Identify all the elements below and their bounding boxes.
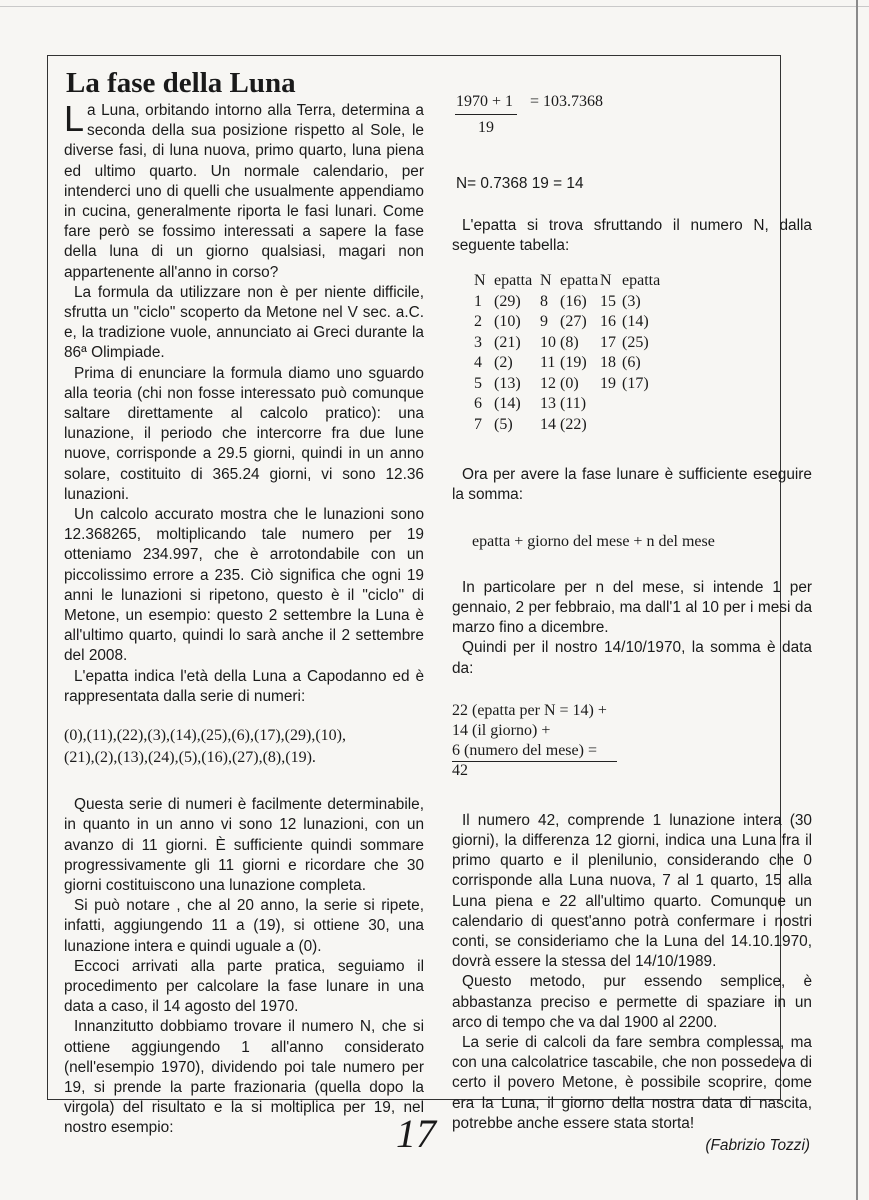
table-cell: 2 <box>474 313 482 331</box>
scan-edge-right <box>856 0 858 1200</box>
table-cell: (0) <box>560 374 579 392</box>
sum-row-underlined: 6 (numero del mese) = <box>452 741 617 762</box>
paragraph-method: Questo metodo, pur essendo semplice, è abbastanza preciso e permette di spaziare in un arco di tempo che va dal 1900 al 2200. <box>452 973 812 1031</box>
sum-example <box>452 701 812 781</box>
table-cell <box>600 394 622 415</box>
sum-total: 42 <box>452 761 468 779</box>
fraction-result: = 103.7368 <box>530 93 604 110</box>
table-header-cell: epatta <box>622 271 661 289</box>
paragraph-intro-text: a Luna, orbitando intorno alla Terra, determina a seconda della sua posizione rispetto al Sole, le diverse fasi, di luna nuova, primo quarto, luna piena ed ultimo quarto. Un normale calendario, per intenderci uno di quelli che usualmente appendiamo in cucina, generalmente riporta le fasi lunari. Come fare però se fossimo interessati a sapere la fase della luna di un giorno qualsiasi, magari non appartenente all'anno in corso? <box>64 102 424 281</box>
table-cell: (5) <box>494 415 513 433</box>
epatta-series <box>64 725 424 769</box>
table-header-row <box>474 271 672 292</box>
table-cell: 11 <box>540 354 556 372</box>
table-cell: 9 <box>540 313 548 331</box>
table-header-cell: epatta <box>560 271 599 289</box>
table-row <box>474 333 672 354</box>
table-cell: 8 <box>540 292 548 310</box>
right-column <box>452 92 812 1156</box>
table-cell: 5 <box>474 374 482 392</box>
page-number: 17 <box>396 1111 436 1156</box>
table-cell: 19 <box>600 374 616 392</box>
table-cell: 1 <box>474 292 482 310</box>
table-cell: (2) <box>494 354 513 372</box>
table-cell: (13) <box>494 374 521 392</box>
table-cell: (11) <box>560 395 587 413</box>
table-cell: (21) <box>494 333 521 351</box>
fraction-equation <box>452 92 812 146</box>
paragraph-month-note: In particolare per n del mese, si intende 1 per gennaio, 2 per febbraio, ma dall'1 al 10 per i mesi da marzo fino a dicembre. <box>452 578 812 637</box>
table-cell: 18 <box>600 354 616 372</box>
drop-cap: L <box>64 98 85 139</box>
sum-row: 14 (il giorno) + <box>452 721 551 739</box>
table-cell: 10 <box>540 333 556 351</box>
paragraph-result: Il numero 42, comprende 1 lunazione intera (30 giorni), la differenza 12 giorni, indica una Luna fra il primo quarto e il plenilunio, considerando che 0 corrisponde alla Luna nuova, 7 al 1 quarto, 15 alla Luna piena e 22 all'ultimo quarto. Comunque un calendario di quest'anno potrà confermare i nostri conti, se consideriamo che la Luna del 14.10.1970, dovrà essere la stessa del 14/10/1989. <box>452 811 812 971</box>
table-cell: (14) <box>494 395 521 413</box>
table-cell: (22) <box>560 415 587 433</box>
table-row <box>474 374 672 395</box>
table-cell <box>622 415 672 436</box>
author-signature: (Fabrizio Tozzi) <box>705 1136 810 1154</box>
table-cell: (29) <box>494 292 521 310</box>
table-cell: 13 <box>540 395 556 413</box>
article-title: La fase della Luna <box>66 67 296 99</box>
paragraph-series: Questa serie di numeri è facilmente determinabile, in quanto in un anno vi sono 12 lunazioni, con un avanzo di 11 giorni. È sufficiente quindi sommare progressivamente gli 11 giorni e ricordare che 30 giorni costituiscono una lunazione completa. <box>64 796 424 894</box>
table-cell: (19) <box>560 354 587 372</box>
table-header-cell: epatta <box>494 271 533 289</box>
table-cell: (27) <box>560 313 587 331</box>
table-cell: (6) <box>622 354 641 372</box>
paragraph-conclusion: La serie di calcoli da fare sembra complessa, ma con una calcolatrice tascabile, che non possedeva di certo il povero Metone, è possibile scoprire, come era la Luna, il giorno della nostra data di nascita, potrebbe anche essere stata storta! <box>452 1033 812 1132</box>
table-header-cell: N <box>540 271 552 289</box>
table-cell: (10) <box>494 313 521 331</box>
table-cell: (3) <box>622 292 641 310</box>
paragraph-formula: La formula da utilizzare non è per niente difficile, sfrutta un "ciclo" scoperto da Metone nel V sec. a.C. e, la tradizione vuole, annunciato ai Greci durante la 86ª Olimpiade. <box>64 283 424 362</box>
sum-row: 22 (epatta per N = 14) + <box>452 701 607 719</box>
paragraph-practical: Eccoci arrivati alla parte pratica, seguiamo il procedimento per calcolare la fase lunare in una data a caso, il 14 agosto del 1970. <box>64 957 424 1016</box>
left-column <box>64 66 424 1139</box>
fraction-numerator: 1970 + 1 <box>456 93 514 110</box>
table-cell: 17 <box>600 333 616 351</box>
table-cell <box>600 415 622 436</box>
table-row <box>474 312 672 333</box>
table-cell: (17) <box>622 374 649 392</box>
table-cell <box>622 394 672 415</box>
paragraph-theory: Prima di enunciare la formula diamo uno sguardo alla teoria (chi non fosse interessato può comunque saltare direttamente al calcolo pratico): una lunazione, il periodo che intercorre fra due lune nuove, corrisponde a 29.5 giorni, quindi in un anno solare, costituito di 365.24 giorni, vi sono 12.36 lunazioni. <box>64 364 424 503</box>
table-cell: 14 <box>540 415 556 433</box>
n-equation: N= 0.7368 19 = 14 <box>456 175 584 192</box>
paragraph-calculation: Un calcolo accurato mostra che le lunazioni sono 12.368265, moltiplicando tale numero per 19 otteniamo 234.997, che è arrotondabile con un piccolissimo errore a 235. Ciò significa che ogni 19 anni le lunazioni si ripetono, questo è il "ciclo" di Metone, un esempio: questo 2 settembre la Luna è all'ultimo quarto, quindi lo sarà anche il 2 settembre del 2008. <box>64 506 424 665</box>
sum-row <box>452 741 812 761</box>
paragraph-cycle: Si può notare , che al 20 anno, la serie si ripete, infatti, aggiungendo 11 a (19), si ottiene 30, una lunazione intera e quindi uguale a (0). <box>64 897 424 955</box>
table-row <box>474 353 672 374</box>
paragraph-epatta: L'epatta indica l'età della Luna a Capodanno ed è rappresentata dalla serie di numeri: <box>64 667 424 705</box>
paragraph-epatta-table: L'epatta si trova sfruttando il numero N, dalla seguente tabella: <box>452 217 812 255</box>
table-cell: 3 <box>474 333 482 351</box>
table-cell: (25) <box>622 333 649 351</box>
fraction-denominator: 19 <box>478 119 494 136</box>
table-cell: 6 <box>474 395 482 413</box>
table-cell: (16) <box>560 292 587 310</box>
epatta-table <box>474 271 672 436</box>
fraction-bar <box>455 114 517 115</box>
epatta-series-line: (21),(2),(13),(24),(5),(16),(27),(8),(19). <box>64 749 316 767</box>
table-cell: (8) <box>560 333 579 351</box>
scan-edge-top <box>0 6 869 7</box>
table-row <box>474 394 672 415</box>
table-row <box>474 292 672 313</box>
paragraph-example: Quindi per il nostro 14/10/1970, la somma è data da: <box>452 639 812 677</box>
table-cell: (14) <box>622 313 649 331</box>
table-header-cell: N <box>600 271 612 289</box>
table-cell: 12 <box>540 374 556 392</box>
table-row <box>474 415 672 436</box>
table-cell: 15 <box>600 292 616 310</box>
sum-formula: epatta + giorno del mese + n del mese <box>472 532 715 550</box>
paragraph-find-n: Innanzitutto dobbiamo trovare il numero N, che si ottiene aggiungendo 1 all'anno considerato (nell'esempio 1970), dividendo poi tale numero per 19, si prende la parte frazionaria (quella dopo la virgola) del risultato e la si moltiplica per 19, nel nostro esempio: <box>64 1018 424 1137</box>
table-cell: 16 <box>600 313 616 331</box>
paragraph-sum-intro: Ora per avere la fase lunare è sufficiente eseguire la somma: <box>452 466 812 504</box>
epatta-series-line: (0),(11),(22),(3),(14),(25),(6),(17),(29),(10), <box>64 727 346 745</box>
paragraph-intro <box>64 98 424 283</box>
table-cell: 7 <box>474 415 482 433</box>
table-header-cell: N <box>474 271 486 289</box>
table-cell: 4 <box>474 354 482 372</box>
